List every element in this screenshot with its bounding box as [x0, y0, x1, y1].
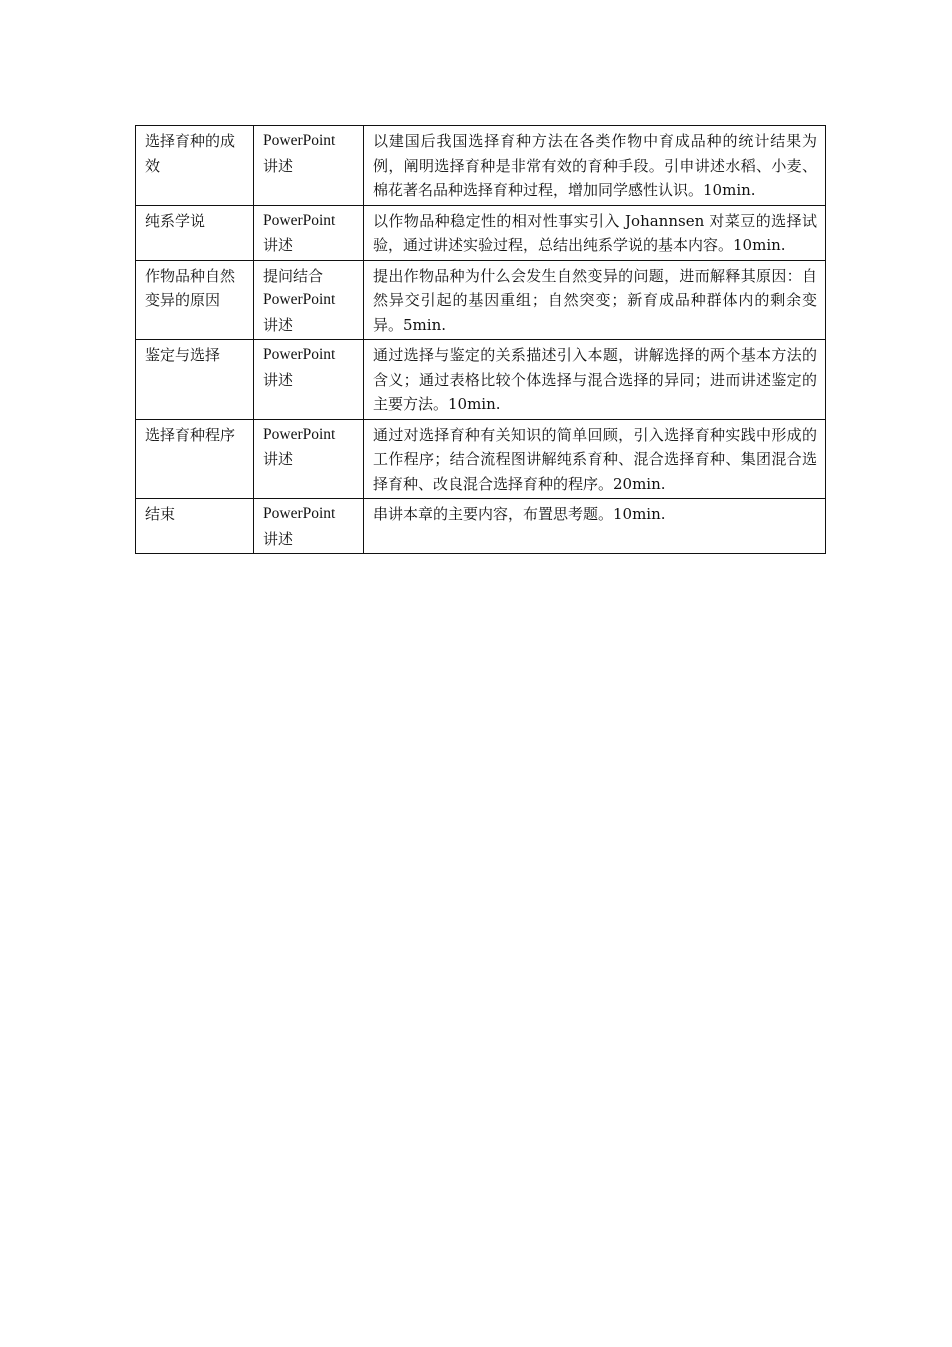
topic-cell: 鉴定与选择: [136, 340, 254, 420]
method-line: 讲述: [263, 315, 294, 334]
method-line: 讲述: [263, 529, 294, 548]
method-line: PowerPoint: [263, 425, 336, 443]
topic-cell: 结束: [136, 499, 254, 554]
table-row: [136, 340, 826, 420]
topic-cell: 作物品种自然变异的原因: [136, 260, 254, 340]
method-cell: [254, 499, 364, 554]
table-row: [136, 205, 826, 260]
method-line: PowerPoint: [263, 505, 336, 522]
method-line: 讲述: [263, 370, 294, 389]
method-cell: [254, 205, 364, 260]
topic-cell: 选择育种程序: [136, 419, 254, 499]
method-line: 讲述: [263, 450, 294, 468]
description-cell: 以作物品种稳定性的相对性事实引入 Johannsen 对菜豆的选择试验，通过讲述实验过程，总结出纯系学说的基本内容。10min.: [364, 205, 826, 260]
method-cell: [254, 340, 364, 420]
method-line: PowerPoint: [263, 211, 336, 229]
method-line: PowerPoint: [263, 346, 336, 363]
teaching-plan-table: [135, 125, 826, 554]
method-line: PowerPoint: [263, 132, 336, 149]
table-row: [136, 419, 826, 499]
table-row: [136, 499, 826, 554]
method-cell: [254, 419, 364, 499]
description-cell: 通过选择与鉴定的关系描述引入本题，讲解选择的两个基本方法的含义；通过表格比较个体选择与混合选择的异同；进而讲述鉴定的主要方法。10min.: [364, 340, 826, 420]
table-row: [136, 260, 826, 340]
method-line: PowerPoint: [263, 291, 336, 308]
description-cell: 通过对选择育种有关知识的简单回顾，引入选择育种实践中形成的工作程序；结合流程图讲解纯系育种、混合选择育种、集团混合选择育种、改良混合选择育种的程序。20min.: [364, 419, 826, 499]
method-cell: [254, 126, 364, 206]
description-cell: 串讲本章的主要内容，布置思考题。10min.: [364, 499, 826, 554]
topic-cell: 纯系学说: [136, 205, 254, 260]
method-line: 讲述: [263, 156, 294, 175]
method-cell: [254, 260, 364, 340]
description-cell: 以建国后我国选择育种方法在各类作物中育成品种的统计结果为例，阐明选择育种是非常有效的育种手段。引申讲述水稻、小麦、棉花著名品种选择育种过程，增加同学感性认识。10min.: [364, 126, 826, 206]
method-line: 讲述: [263, 236, 294, 254]
topic-cell: 选择育种的成效: [136, 126, 254, 206]
table-row: [136, 126, 826, 206]
description-cell: 提出作物品种为什么会发生自然变异的问题，进而解释其原因：自然异交引起的基因重组；自然突变；新育成品种群体内的剩余变异。5min.: [364, 260, 826, 340]
method-line: 提问结合: [263, 266, 324, 285]
